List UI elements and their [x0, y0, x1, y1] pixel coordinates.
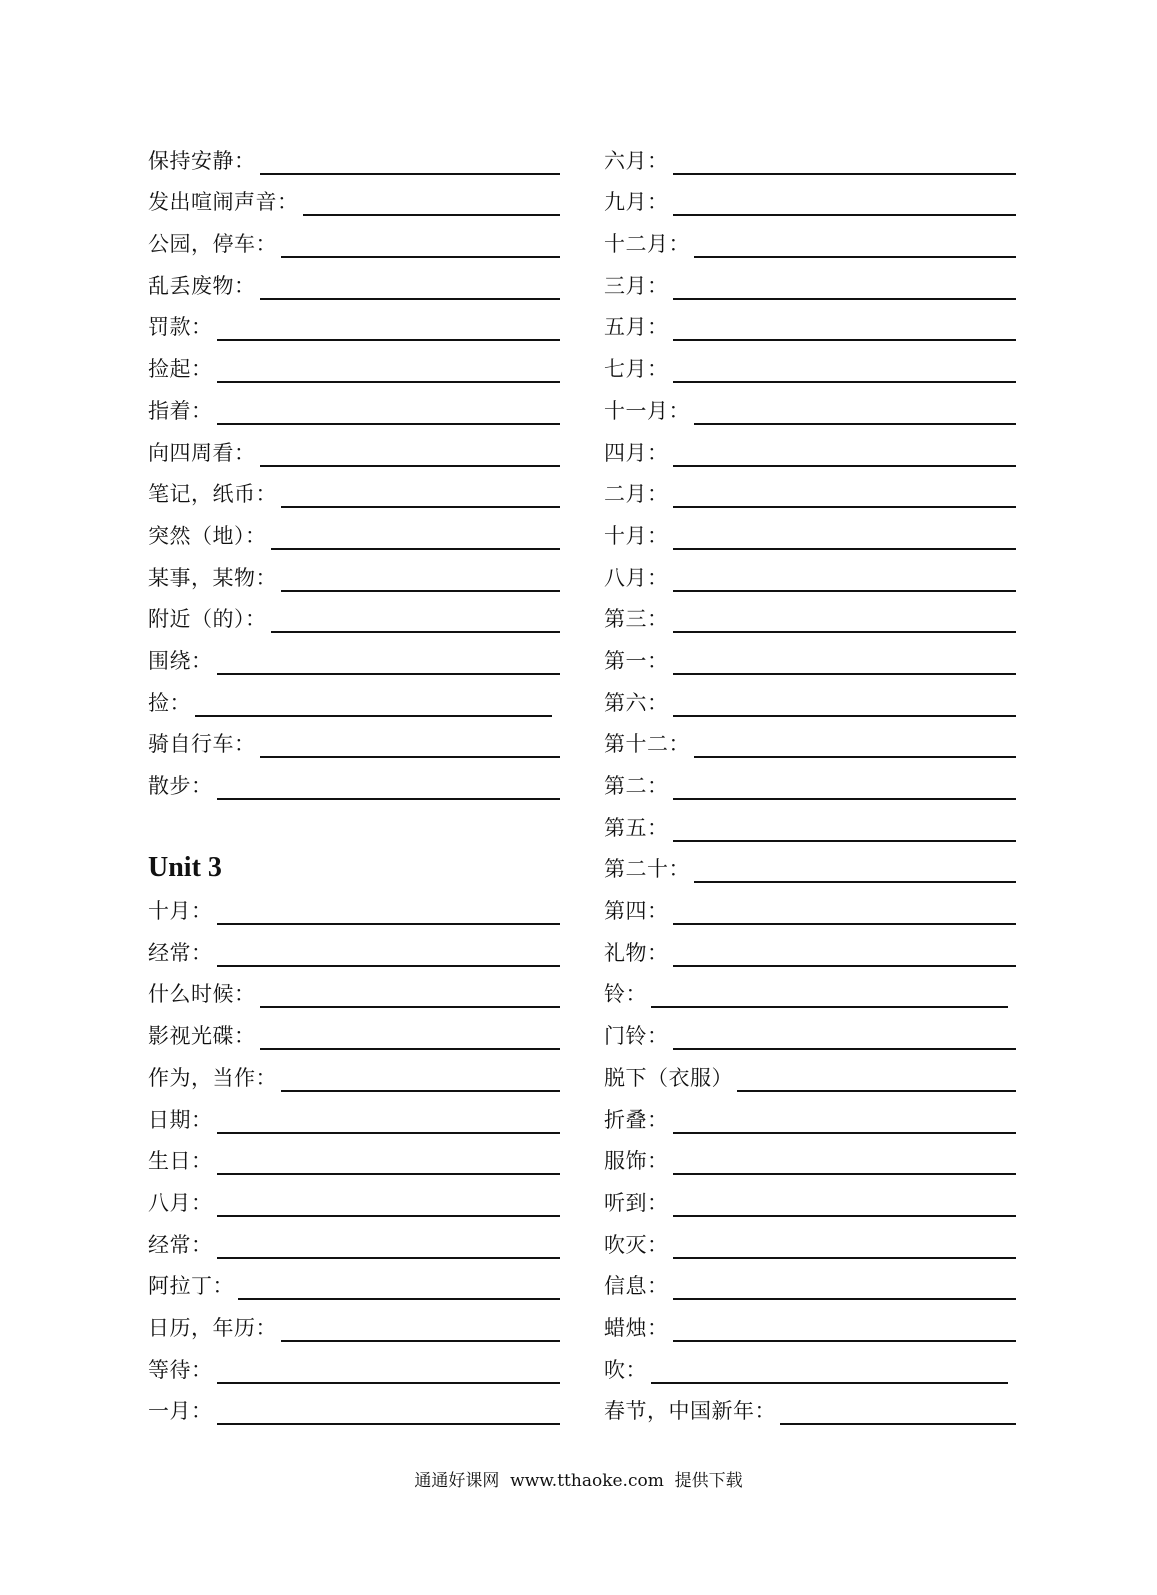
- answer-blank[interactable]: [694, 256, 1016, 258]
- vocab-label: 作为，当作：: [148, 1065, 277, 1090]
- answer-blank[interactable]: [673, 673, 1017, 675]
- answer-blank[interactable]: [673, 798, 1017, 800]
- vocab-label: 五月：: [604, 315, 669, 340]
- answer-blank[interactable]: [260, 173, 561, 175]
- answer-blank[interactable]: [271, 631, 561, 633]
- vocab-row: [604, 685, 1016, 727]
- answer-blank[interactable]: [673, 548, 1017, 550]
- vocab-label: 向四周看：: [148, 440, 256, 465]
- answer-blank[interactable]: [673, 1048, 1017, 1050]
- vocab-label: 什么时候：: [148, 982, 256, 1007]
- answer-blank[interactable]: [673, 631, 1017, 633]
- vocab-row: [148, 977, 560, 1019]
- vocab-label: 等待：: [148, 1357, 213, 1382]
- vocab-label: 门铃：: [604, 1024, 669, 1049]
- answer-blank[interactable]: [217, 1132, 561, 1134]
- answer-blank[interactable]: [281, 1090, 560, 1092]
- answer-blank[interactable]: [281, 1340, 560, 1342]
- vocab-label: 笔记，纸币：: [148, 482, 277, 507]
- answer-blank[interactable]: [694, 756, 1016, 758]
- answer-blank[interactable]: [260, 1006, 561, 1008]
- vocab-row: [604, 435, 1016, 477]
- answer-blank[interactable]: [217, 798, 561, 800]
- vocab-label: 礼物：: [604, 940, 669, 965]
- answer-blank[interactable]: [673, 298, 1017, 300]
- vocab-row: [604, 852, 1016, 894]
- vocab-row: [604, 477, 1016, 519]
- answer-blank[interactable]: [238, 1298, 560, 1300]
- vocab-row: [148, 1227, 560, 1269]
- answer-blank[interactable]: [673, 381, 1017, 383]
- answer-blank[interactable]: [694, 881, 1016, 883]
- vocab-label: 散步：: [148, 774, 213, 798]
- answer-blank[interactable]: [260, 465, 561, 467]
- answer-blank[interactable]: [217, 923, 561, 925]
- vocab-row: [604, 768, 1016, 810]
- answer-blank[interactable]: [281, 590, 560, 592]
- vocab-row: [148, 518, 560, 560]
- vocab-row: [148, 893, 560, 935]
- answer-blank[interactable]: [694, 423, 1016, 425]
- vocab-label: 四月：: [604, 440, 669, 465]
- vocab-label: 一月：: [148, 1399, 213, 1424]
- vocab-row: [604, 560, 1016, 602]
- answer-blank[interactable]: [673, 965, 1017, 967]
- vocab-label: 日历，年历：: [148, 1315, 277, 1340]
- vocab-row: [604, 1352, 1016, 1394]
- vocab-label: 影视光碟：: [148, 1024, 256, 1049]
- vocab-label: 骑自行车：: [148, 732, 256, 757]
- right-column: [604, 143, 1016, 1435]
- answer-blank[interactable]: [217, 381, 561, 383]
- vocab-row: [604, 727, 1016, 769]
- answer-blank[interactable]: [217, 1257, 561, 1259]
- vocab-label: 生日：: [148, 1149, 213, 1174]
- answer-blank[interactable]: [217, 1215, 561, 1217]
- answer-blank[interactable]: [651, 1382, 1008, 1384]
- vocab-row: [604, 810, 1016, 852]
- answer-blank[interactable]: [651, 1006, 1008, 1008]
- vocab-row: [604, 1394, 1016, 1436]
- answer-blank[interactable]: [271, 548, 561, 550]
- answer-blank[interactable]: [281, 256, 560, 258]
- vocab-row: [604, 518, 1016, 560]
- vocab-row: [148, 435, 560, 477]
- vocab-row: [604, 643, 1016, 685]
- vocab-label: 折叠：: [604, 1107, 669, 1132]
- answer-blank[interactable]: [673, 923, 1017, 925]
- answer-blank[interactable]: [195, 715, 552, 717]
- section-heading: [148, 852, 560, 894]
- answer-blank[interactable]: [217, 673, 561, 675]
- vocab-row: [148, 1310, 560, 1352]
- vocab-row: [604, 143, 1016, 185]
- answer-blank[interactable]: [737, 1090, 1016, 1092]
- vocab-row: [148, 351, 560, 393]
- vocab-row: [604, 1060, 1016, 1102]
- page-footer: [0, 1471, 1157, 1491]
- vocab-label: 经常：: [148, 940, 213, 965]
- vocab-label: 罚款：: [148, 315, 213, 340]
- vocab-label: 三月：: [604, 273, 669, 298]
- answer-blank[interactable]: [673, 173, 1017, 175]
- vocab-label: 公园，停车：: [148, 232, 277, 257]
- vocab-label: 八月：: [604, 565, 669, 590]
- answer-blank[interactable]: [303, 214, 561, 216]
- vocab-label: 捡起：: [148, 357, 213, 382]
- vocab-label: 铃：: [604, 982, 647, 1007]
- answer-blank[interactable]: [673, 214, 1017, 216]
- vocab-row: [148, 1144, 560, 1186]
- answer-blank[interactable]: [673, 590, 1017, 592]
- footer-text: 通通好课网 www.tthaoke.com 提供下载: [414, 1471, 743, 1491]
- vocab-row: [604, 1102, 1016, 1144]
- vocab-label: 春节，中国新年：: [604, 1399, 776, 1424]
- left-list-bottom: [148, 893, 560, 1435]
- unit-heading-text: Unit 3: [148, 852, 222, 884]
- answer-blank[interactable]: [217, 423, 561, 425]
- vocab-label: 第四：: [604, 899, 669, 924]
- vocab-label: 十月：: [148, 899, 213, 924]
- left-list-top: [148, 143, 560, 810]
- vocab-row: [148, 768, 560, 810]
- vocab-label: 蜡烛：: [604, 1315, 669, 1340]
- vocab-row: [148, 477, 560, 519]
- vocab-row: [604, 1310, 1016, 1352]
- vocab-row: [604, 1227, 1016, 1269]
- answer-blank[interactable]: [217, 339, 561, 341]
- vocab-label: 指着：: [148, 398, 213, 423]
- vocab-row: [604, 393, 1016, 435]
- vocab-row: [604, 1144, 1016, 1186]
- vocab-row: [148, 685, 560, 727]
- vocab-label: 第三：: [604, 607, 669, 632]
- vocab-label: 经常：: [148, 1232, 213, 1257]
- answer-blank[interactable]: [673, 1257, 1017, 1259]
- answer-blank[interactable]: [673, 1173, 1017, 1175]
- vocab-row: [148, 935, 560, 977]
- vocab-label: 二月：: [604, 482, 669, 507]
- vocab-row: [148, 1269, 560, 1311]
- vocab-label: 捡：: [148, 690, 191, 715]
- vocab-row: [148, 226, 560, 268]
- vocab-label: 九月：: [604, 190, 669, 215]
- vocab-label: 第一：: [604, 648, 669, 673]
- vocab-label: 保持安静：: [148, 148, 256, 173]
- vocab-row: [604, 893, 1016, 935]
- vocab-row: [604, 602, 1016, 644]
- vocab-label: 吹灭：: [604, 1232, 669, 1257]
- answer-blank[interactable]: [673, 506, 1017, 508]
- vocab-label: 第十二：: [604, 732, 690, 757]
- vocab-row: [148, 310, 560, 352]
- vocab-row: [148, 727, 560, 769]
- answer-blank[interactable]: [260, 298, 561, 300]
- answer-blank[interactable]: [217, 1423, 561, 1425]
- answer-blank[interactable]: [780, 1423, 1016, 1425]
- vocab-row: [604, 310, 1016, 352]
- answer-blank[interactable]: [673, 339, 1017, 341]
- vocab-label: 附近（的）：: [148, 607, 267, 632]
- vocab-row: [148, 560, 560, 602]
- vocab-row: [148, 185, 560, 227]
- vocab-label: 第五：: [604, 815, 669, 840]
- answer-blank[interactable]: [281, 506, 560, 508]
- vocab-label: 八月：: [148, 1190, 213, 1215]
- vocab-label: 十一月：: [604, 398, 690, 423]
- vocab-label: 乱丢废物：: [148, 273, 256, 298]
- vocab-label: 信息：: [604, 1274, 669, 1299]
- vocab-row: [148, 268, 560, 310]
- vocab-label: 服饰：: [604, 1149, 669, 1174]
- vocab-label: 吹：: [604, 1357, 647, 1382]
- vocab-label: 六月：: [604, 148, 669, 173]
- answer-blank[interactable]: [217, 1173, 561, 1175]
- answer-blank[interactable]: [673, 840, 1017, 842]
- vocab-row: [604, 977, 1016, 1019]
- vocab-label: 十二月：: [604, 232, 690, 257]
- vocab-row: [148, 1185, 560, 1227]
- answer-blank[interactable]: [217, 1382, 561, 1384]
- vocab-label: 某事，某物：: [148, 565, 277, 590]
- answer-blank[interactable]: [673, 1215, 1017, 1217]
- vocab-row: [604, 268, 1016, 310]
- vocab-row: [604, 1185, 1016, 1227]
- vocab-row: [148, 1060, 560, 1102]
- vocab-row: [604, 1018, 1016, 1060]
- answer-blank[interactable]: [260, 756, 561, 758]
- vocab-label: 围绕：: [148, 648, 213, 673]
- vocab-row: [148, 143, 560, 185]
- vocab-row: [148, 393, 560, 435]
- vocab-row: [148, 1018, 560, 1060]
- vocab-row: [604, 935, 1016, 977]
- vocab-row: [148, 1102, 560, 1144]
- left-column: [148, 143, 560, 1435]
- answer-blank[interactable]: [673, 1340, 1017, 1342]
- answer-blank[interactable]: [673, 465, 1017, 467]
- vocab-label: 日期：: [148, 1107, 213, 1132]
- vocab-label: 第二：: [604, 774, 669, 798]
- answer-blank[interactable]: [673, 1298, 1017, 1300]
- vocab-label: 阿拉丁：: [148, 1274, 234, 1299]
- vocab-label: 十月：: [604, 523, 669, 548]
- answer-blank[interactable]: [673, 715, 1017, 717]
- vocab-row: [604, 226, 1016, 268]
- vocab-label: 突然（地）：: [148, 523, 267, 548]
- vocab-row: [604, 1269, 1016, 1311]
- vocab-row: [604, 351, 1016, 393]
- vocab-row: [604, 185, 1016, 227]
- answer-blank[interactable]: [217, 965, 561, 967]
- vocab-label: 发出喧闹声音：: [148, 190, 299, 215]
- vocab-row: [148, 602, 560, 644]
- answer-blank[interactable]: [673, 1132, 1017, 1134]
- vocab-label: 脱下（衣服）: [604, 1065, 733, 1090]
- vocab-label: 听到：: [604, 1190, 669, 1215]
- vocab-label: 第二十：: [604, 857, 690, 882]
- vocab-label: 第六：: [604, 690, 669, 715]
- section-gap: [148, 810, 560, 852]
- vocab-row: [148, 1352, 560, 1394]
- answer-blank[interactable]: [260, 1048, 561, 1050]
- vocab-row: [148, 643, 560, 685]
- vocab-label: 七月：: [604, 357, 669, 382]
- vocab-row: [148, 1394, 560, 1436]
